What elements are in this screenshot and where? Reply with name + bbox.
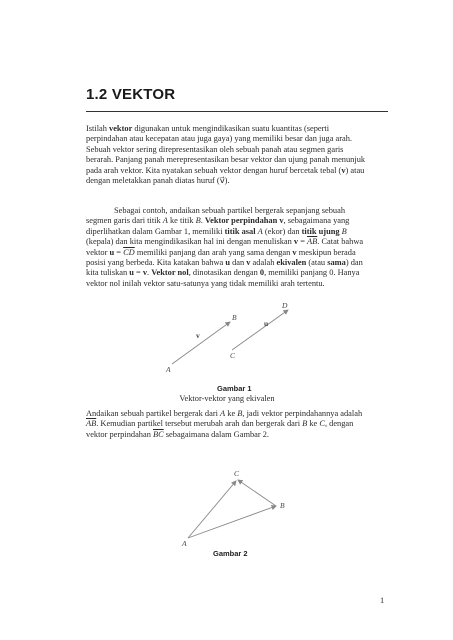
paragraph-1-line: Sebuah vektor sering direpresentasikan oleh sebuah panah atau segmen garis xyxy=(86,144,344,154)
paragraph-1-line: Istilah vektor digunakan untuk mengindikasikan suatu kuantitas (seperti xyxy=(86,124,330,133)
figure-1-diagram xyxy=(160,296,290,376)
paragraph-2-line: segmen garis dari titik A ke titik B. Vektor perpindahan v, sebagaimana yang xyxy=(86,216,350,226)
label-u: u xyxy=(264,319,269,328)
label-a: A xyxy=(182,539,187,548)
paragraph-2-line: Sebagai contoh, andaikan sebuah partikel bergerak sepanjang sebuah xyxy=(114,206,346,215)
section-heading: 1.2 VEKTOR xyxy=(86,86,176,103)
figure-2-svg xyxy=(176,466,306,554)
figure-2-caption: Gambar 2 xyxy=(213,549,248,558)
figure-1-caption: Gambar 1 xyxy=(217,384,252,393)
label-b: B xyxy=(232,313,237,322)
figure-1-svg xyxy=(160,296,290,376)
label-v: v xyxy=(196,331,200,340)
label-c: C xyxy=(234,469,240,478)
vector-bc-arrow xyxy=(238,480,276,506)
paragraph-2-line: kita tuliskan u = v. Vektor nol, dinotasikan dengan 0, memiliki panjang 0. Hanya xyxy=(86,268,360,278)
heading-rule xyxy=(86,111,388,112)
paragraph-2-line: vektor $u = \overline{CD}$ memiliki panjang dan arah yang sama dengan v meskipun berada xyxy=(86,247,356,257)
vector-u-arrow xyxy=(232,310,288,350)
label-d: D xyxy=(282,301,288,310)
paragraph-1-line: perpindahan atau kecepatan atau juga gaya) yang memiliki besar dan juga arah. xyxy=(86,134,353,144)
paragraph-2-line: posisi yang berbeda. Kita katakan bahwa u dan v adalah ekivalen (atau sama) dan xyxy=(86,258,363,268)
paragraph-1 xyxy=(86,124,388,186)
paragraph-3-line: $\overline{AB}$. Kemudian partikel tersebut merubah arah dan bergerak dari B ke C, dengan xyxy=(86,419,354,429)
paragraph-3-line: Andaikan sebuah partikel bergerak dari A ke B, jadi vektor perpindahannya adalah xyxy=(86,409,363,418)
paragraph-1-line: dengan meletakkan panah diatas huruf (v⃗). xyxy=(86,176,230,186)
label-b: B xyxy=(280,501,285,510)
page-number: 1 xyxy=(380,596,385,605)
paragraph-3-line: vektor perpindahan $\overline{BC}$ sebagaimana dalam Gambar 2. xyxy=(86,429,270,439)
label-a: A xyxy=(166,365,171,374)
paragraph-2-line: vektor nol inilah vektor satu-satunya yang tidak memiliki arah tertentu. xyxy=(86,278,325,288)
figure-2-diagram xyxy=(176,466,306,554)
figure-1-subcaption: Vektor-vektor yang ekivalen xyxy=(179,394,275,403)
paragraph-1-line: berarah. Panjang panah merepresentasikan besar vektor dan ujung panah menunjuk xyxy=(86,155,366,165)
vector-v-arrow xyxy=(172,322,230,364)
paragraph-2-line: diperlihatkan dalam Gambar 1, memiliki titik asal A (ekor) dan titik ujung B xyxy=(86,226,347,236)
paragraph-3 xyxy=(86,409,388,440)
paragraph-1-line: pada arah vektor. Kita nyatakan sebuah vektor dengan huruf bercetak tebal (v) atau xyxy=(86,165,365,175)
paragraph-2 xyxy=(86,206,388,289)
label-c: C xyxy=(230,351,236,360)
paragraph-2-line: (kepala) dan kita mengindikasikan hal ini dengan menuliskan $v = \overline{AB}$. Catat bahwa xyxy=(86,237,364,247)
